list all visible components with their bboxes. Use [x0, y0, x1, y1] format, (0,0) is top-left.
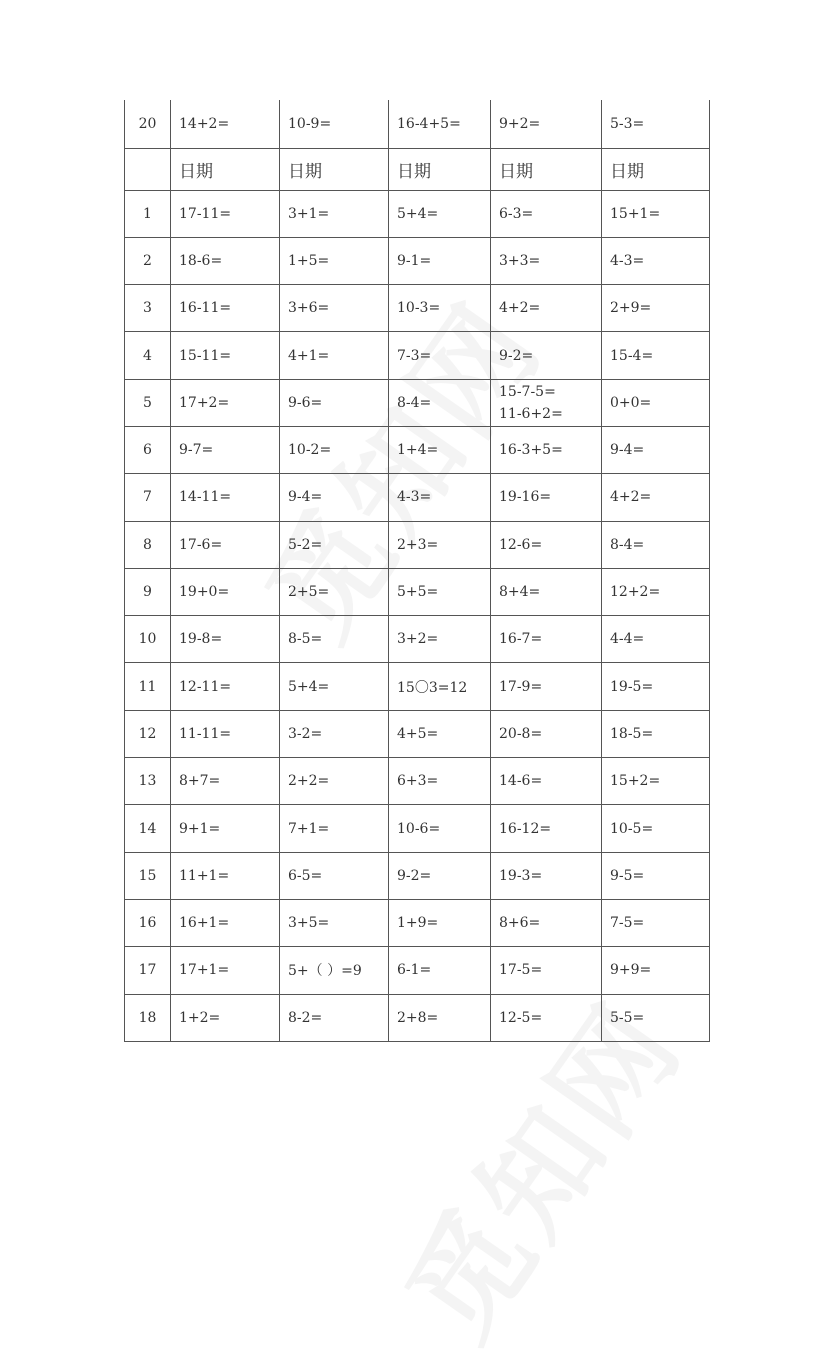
row-number: 2 — [125, 237, 171, 284]
table-row — [125, 899, 710, 946]
problem-cell: 3+6= — [280, 285, 389, 332]
problem-line: 11-6+2= — [499, 405, 563, 422]
problem-cell: 6-3= — [491, 190, 602, 237]
row-number: 12 — [125, 710, 171, 757]
problem-cell: 16-7= — [491, 616, 602, 663]
problem-cell: 15+2= — [602, 758, 710, 805]
problem-cell: 14-6= — [491, 758, 602, 805]
table-row — [125, 332, 710, 379]
table-row — [125, 521, 710, 568]
problem-cell — [491, 379, 602, 426]
row-number: 1 — [125, 190, 171, 237]
problem-cell: 5-3= — [602, 100, 710, 148]
problem-cell: 5+4= — [280, 663, 389, 710]
problem-cell: 12-5= — [491, 994, 602, 1041]
problem-cell: 3+1= — [280, 190, 389, 237]
problem-cell: 5-5= — [602, 994, 710, 1041]
problem-cell: 1+5= — [280, 237, 389, 284]
date-label: 日期 — [280, 148, 389, 190]
problem-cell: 2+5= — [280, 568, 389, 615]
problem-cell: 5+（ ）=9 — [280, 947, 389, 994]
problem-cell: 9+2= — [491, 100, 602, 148]
problem-cell: 6-1= — [389, 947, 491, 994]
problem-cell: 9-6= — [280, 379, 389, 426]
problem-cell: 14+2= — [171, 100, 280, 148]
problem-cell: 8+4= — [491, 568, 602, 615]
table-row — [125, 190, 710, 237]
problem-cell: 7-3= — [389, 332, 491, 379]
table-row — [125, 852, 710, 899]
problem-cell: 19-3= — [491, 852, 602, 899]
row-number: 20 — [125, 100, 171, 148]
table-row — [125, 285, 710, 332]
problem-cell: 1+9= — [389, 899, 491, 946]
row-number: 18 — [125, 994, 171, 1041]
problem-cell: 6+3= — [389, 758, 491, 805]
problem-cell: 5+4= — [389, 190, 491, 237]
problem-cell: 0+0= — [602, 379, 710, 426]
problem-cell: 9-7= — [171, 426, 280, 473]
problem-cell: 5-2= — [280, 521, 389, 568]
table-row — [125, 758, 710, 805]
date-label: 日期 — [389, 148, 491, 190]
problem-cell: 9-4= — [280, 474, 389, 521]
problem-cell: 10-3= — [389, 285, 491, 332]
row-number: 7 — [125, 474, 171, 521]
row-number: 13 — [125, 758, 171, 805]
row-number: 15 — [125, 852, 171, 899]
problem-cell: 9+9= — [602, 947, 710, 994]
problem-cell: 2+3= — [389, 521, 491, 568]
problem-cell: 2+8= — [389, 994, 491, 1041]
row-number: 16 — [125, 899, 171, 946]
problem-cell: 19-8= — [171, 616, 280, 663]
problem-cell: 10-5= — [602, 805, 710, 852]
problem-cell: 1+4= — [389, 426, 491, 473]
problem-cell: 12-6= — [491, 521, 602, 568]
row-number: 5 — [125, 379, 171, 426]
problem-cell: 9-2= — [389, 852, 491, 899]
problem-cell: 10-2= — [280, 426, 389, 473]
date-label: 日期 — [491, 148, 602, 190]
problem-cell: 9-5= — [602, 852, 710, 899]
problem-cell: 16-3+5= — [491, 426, 602, 473]
date-header-row — [125, 148, 710, 190]
problem-cell: 4-4= — [602, 616, 710, 663]
problem-cell: 8-5= — [280, 616, 389, 663]
problem-cell: 10-9= — [280, 100, 389, 148]
problem-cell: 2+9= — [602, 285, 710, 332]
problem-cell: 8+6= — [491, 899, 602, 946]
problem-cell: 15〇3=12 — [389, 663, 491, 710]
problem-cell: 4+5= — [389, 710, 491, 757]
problem-cell: 15-11= — [171, 332, 280, 379]
problem-cell: 15-4= — [602, 332, 710, 379]
problem-cell: 17+1= — [171, 947, 280, 994]
problem-cell: 12-11= — [171, 663, 280, 710]
row-number: 6 — [125, 426, 171, 473]
problem-cell: 10-6= — [389, 805, 491, 852]
problem-cell: 4-3= — [602, 237, 710, 284]
problem-cell: 12+2= — [602, 568, 710, 615]
row-number: 4 — [125, 332, 171, 379]
problem-cell: 16-11= — [171, 285, 280, 332]
table-row — [125, 237, 710, 284]
problem-cell: 17-5= — [491, 947, 602, 994]
table-row — [125, 379, 710, 426]
row-number: 9 — [125, 568, 171, 615]
problem-cell: 9-2= — [491, 332, 602, 379]
table-row — [125, 805, 710, 852]
arithmetic-worksheet-table — [124, 100, 710, 1042]
problem-cell: 8-4= — [602, 521, 710, 568]
problem-cell: 4+2= — [602, 474, 710, 521]
problem-cell: 18-6= — [171, 237, 280, 284]
problem-cell: 8-4= — [389, 379, 491, 426]
problem-cell: 7+1= — [280, 805, 389, 852]
problem-cell: 11-11= — [171, 710, 280, 757]
problem-cell: 6-5= — [280, 852, 389, 899]
date-label: 日期 — [602, 148, 710, 190]
problem-cell: 4+1= — [280, 332, 389, 379]
row-number: 3 — [125, 285, 171, 332]
table-row — [125, 710, 710, 757]
problem-cell: 20-8= — [491, 710, 602, 757]
problem-cell: 9-1= — [389, 237, 491, 284]
problem-cell: 19-5= — [602, 663, 710, 710]
problem-cell: 2+2= — [280, 758, 389, 805]
problem-cell: 3-2= — [280, 710, 389, 757]
problem-cell: 1+2= — [171, 994, 280, 1041]
problem-cell: 18-5= — [602, 710, 710, 757]
problem-cell: 16+1= — [171, 899, 280, 946]
problem-cell: 19-16= — [491, 474, 602, 521]
problem-cell: 16-12= — [491, 805, 602, 852]
table-row — [125, 474, 710, 521]
problem-cell: 17+2= — [171, 379, 280, 426]
problem-cell: 8-2= — [280, 994, 389, 1041]
problem-cell: 8+7= — [171, 758, 280, 805]
table-row — [125, 947, 710, 994]
problem-cell: 17-9= — [491, 663, 602, 710]
table-row — [125, 568, 710, 615]
problem-cell: 15+1= — [602, 190, 710, 237]
row-number: 17 — [125, 947, 171, 994]
problem-cell: 4-3= — [389, 474, 491, 521]
problem-cell: 14-11= — [171, 474, 280, 521]
row-number: 11 — [125, 663, 171, 710]
problem-cell: 3+2= — [389, 616, 491, 663]
problem-cell: 7-5= — [602, 899, 710, 946]
problem-cell: 19+0= — [171, 568, 280, 615]
table-row — [125, 663, 710, 710]
problem-cell: 9+1= — [171, 805, 280, 852]
row-number: 8 — [125, 521, 171, 568]
problem-cell: 5+5= — [389, 568, 491, 615]
table-row — [125, 994, 710, 1041]
problem-cell: 11+1= — [171, 852, 280, 899]
table-row — [125, 100, 710, 148]
problem-cell: 9-4= — [602, 426, 710, 473]
row-number: 14 — [125, 805, 171, 852]
row-number: 10 — [125, 616, 171, 663]
problem-cell: 17-11= — [171, 190, 280, 237]
problem-cell: 16-4+5= — [389, 100, 491, 148]
row-number-empty — [125, 148, 171, 190]
problem-cell: 4+2= — [491, 285, 602, 332]
table-row — [125, 616, 710, 663]
problem-line: 15-7-5= — [499, 383, 556, 400]
problem-cell: 17-6= — [171, 521, 280, 568]
problem-cell: 3+3= — [491, 237, 602, 284]
table-row — [125, 426, 710, 473]
date-label: 日期 — [171, 148, 280, 190]
problem-cell: 3+5= — [280, 899, 389, 946]
